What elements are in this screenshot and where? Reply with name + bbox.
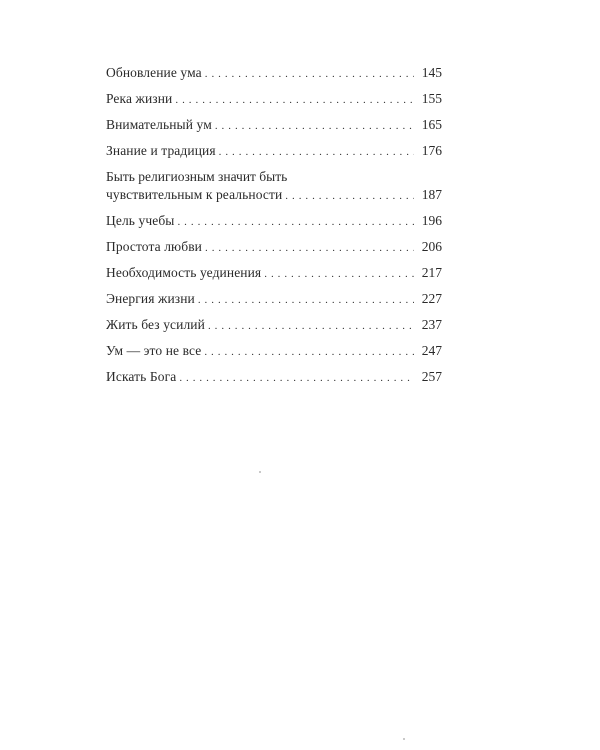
toc-entry-title: Цель учебы: [106, 213, 175, 228]
toc-entry-page: 155: [421, 91, 442, 106]
dot-leader: [175, 91, 414, 109]
toc-entry-title: Ум — это не все: [106, 343, 202, 358]
dot-leader: [198, 291, 414, 309]
toc-entry[interactable]: [106, 64, 442, 90]
dot-leader: [177, 213, 414, 231]
toc-entry-page: 187: [421, 187, 442, 202]
toc-entry-page: 227: [421, 291, 442, 306]
toc-entry-page: 217: [421, 265, 442, 280]
toc-entry[interactable]: [106, 264, 442, 290]
paper-speck: [403, 738, 405, 740]
toc-entry-title: Жить без усилий: [106, 317, 205, 332]
toc-entry-title-line1: Быть религиозным значит быть: [106, 169, 288, 184]
toc-entry-title: Обновление ума: [106, 65, 202, 80]
dot-leader: [205, 239, 414, 257]
dot-leader: [179, 369, 414, 387]
toc-entry-page: 257: [421, 369, 442, 384]
dot-leader: [264, 265, 414, 283]
toc-entry-page: 145: [421, 65, 442, 80]
toc-entry[interactable]: [106, 238, 442, 264]
toc-entry-title: Простота любви: [106, 239, 202, 254]
toc-entry-page: 196: [421, 213, 442, 228]
toc-entry[interactable]: [106, 290, 442, 316]
table-of-contents: [106, 64, 442, 394]
toc-entry-page: 247: [421, 343, 442, 358]
dot-leader: [215, 117, 414, 135]
dot-leader: [208, 317, 414, 335]
toc-entry-page: 237: [421, 317, 442, 332]
toc-entry-title: Знание и традиция: [106, 143, 216, 158]
toc-entry[interactable]: [106, 342, 442, 368]
toc-entry[interactable]: [106, 212, 442, 238]
toc-entry-page: 165: [421, 117, 442, 132]
toc-entry-page: 206: [421, 239, 442, 254]
toc-entry[interactable]: [106, 168, 442, 212]
toc-entry-title: Необходимость уединения: [106, 265, 262, 280]
toc-entry-title: чувствительным к реальности: [106, 187, 283, 202]
toc-entry-title: Внимательный ум: [106, 117, 212, 132]
toc-entry-title: Энергия жизни: [106, 291, 195, 306]
dot-leader: [205, 65, 414, 83]
toc-entry-title: Искать Бога: [106, 369, 177, 384]
toc-entry-page: 176: [421, 143, 442, 158]
dot-leader: [219, 143, 414, 161]
toc-entry-title: Река жизни: [106, 91, 173, 106]
dot-leader: [285, 187, 414, 205]
dot-leader: [204, 343, 414, 361]
toc-entry[interactable]: [106, 142, 442, 168]
toc-entry[interactable]: [106, 368, 442, 394]
toc-entry[interactable]: [106, 90, 442, 116]
toc-entry[interactable]: [106, 116, 442, 142]
paper-speck: [259, 471, 261, 473]
toc-entry[interactable]: [106, 316, 442, 342]
